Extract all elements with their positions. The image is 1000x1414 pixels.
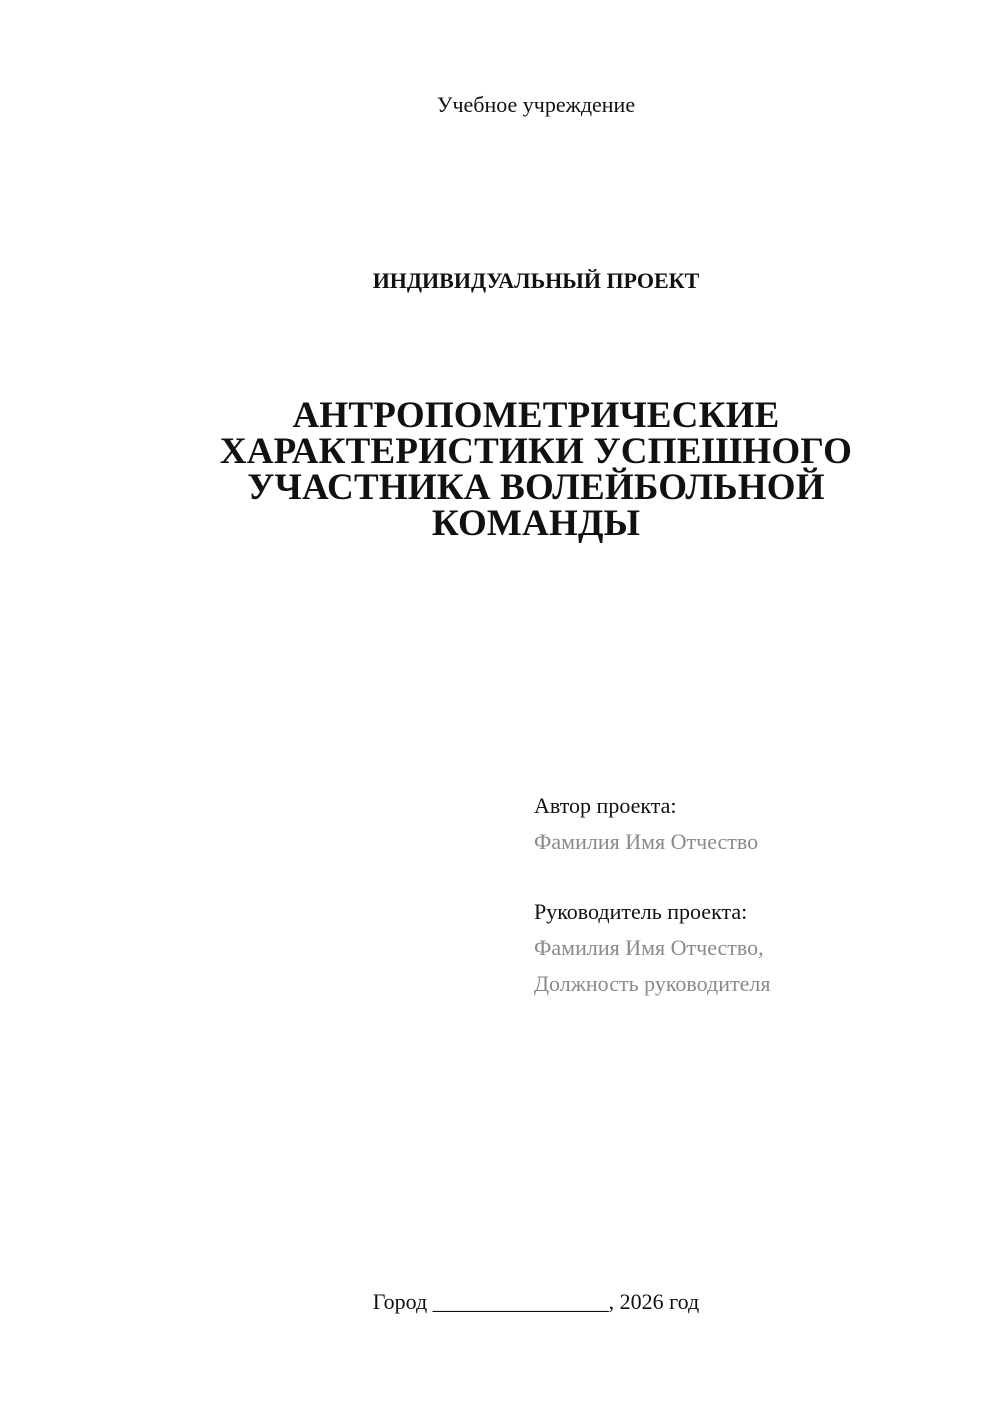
city-label: Город	[372, 1289, 428, 1314]
project-type-heading: ИНДИВИДУАЛЬНЫЙ ПРОЕКТ	[372, 268, 700, 293]
supervisor-label: Руководитель проекта:	[534, 899, 748, 924]
city-year-line	[0, 1289, 1000, 1315]
year-text: , 2026 год	[608, 1289, 700, 1314]
spacer	[534, 860, 974, 894]
supervisor-name: Фамилия Имя Отчество,	[534, 935, 764, 960]
project-title	[150, 395, 922, 544]
project-info-block	[534, 788, 974, 1002]
title-line: ХАРАКТЕРИСТИКИ УСПЕШНОГО	[219, 431, 853, 472]
author-name: Фамилия Имя Отчество	[534, 829, 759, 854]
institution-name: Учебное учреждение	[436, 92, 636, 117]
author-label: Автор проекта:	[534, 793, 677, 818]
title-line: УЧАСТНИКА ВОЛЕЙБОЛЬНОЙ	[247, 467, 825, 508]
supervisor-position: Должность руководителя	[534, 971, 771, 996]
city-blank: ________________	[432, 1289, 609, 1314]
title-line: КОМАНДЫ	[431, 503, 641, 544]
title-line: АНТРОПОМЕТРИЧЕСКИЕ	[292, 395, 780, 436]
